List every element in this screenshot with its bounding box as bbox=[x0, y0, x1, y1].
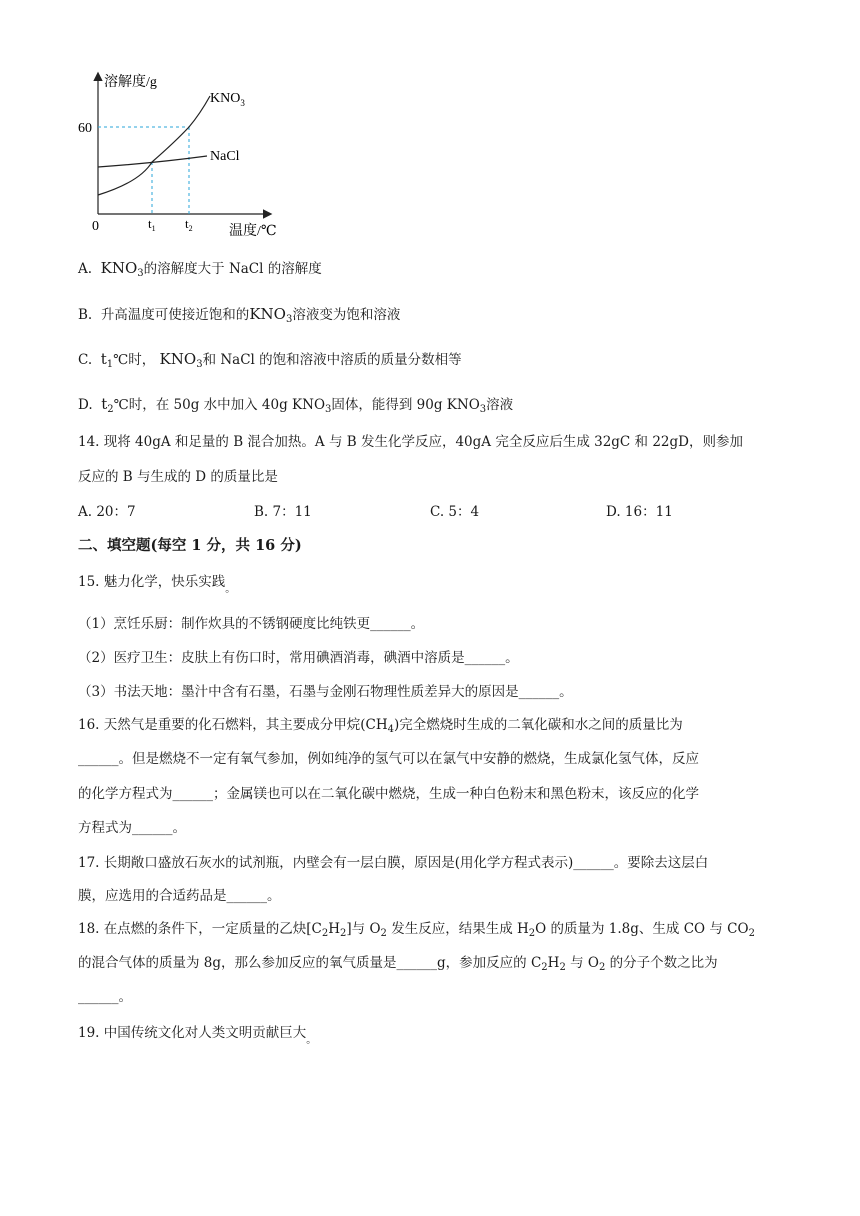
q13-option-a: A. $KNO_3$的溶解度大于 NaCl 的溶解度 bbox=[78, 259, 322, 279]
q18-line-2: 的混合气体的质量为 8g，那么参加反应的氧气质量是______g，参加反应的 $C_2H_2$ 与 $O_2$ 的分子个数之比为 bbox=[78, 955, 718, 973]
q15-item-2: （2）医疗卫生：皮肤上有伤口时，常用碘酒消毒，碘酒中溶质是______。 bbox=[78, 650, 519, 666]
q13-option-b: B. 升高温度可使接近饱和的$KNO_3$溶液变为饱和溶液 bbox=[78, 305, 401, 325]
q13-option-c: C. $t_1℃$时， $KNO_3$和 NaCl 的饱和溶液中溶质的质量分数相等 bbox=[78, 350, 462, 370]
y-tick-60: 60 bbox=[78, 121, 92, 136]
q16-line-2: ______。但是燃烧不一定有氧气参加，例如纯净的氢气可以在氯气中安静的燃烧，生成氯化氢气体，反应 bbox=[78, 751, 699, 767]
solubility-graph bbox=[78, 70, 315, 245]
q17-line-1: 17. 长期敞口盛放石灰水的试剂瓶，内壁会有一层白膜，原因是(用化学方程式表示)______。要除去这层白 bbox=[78, 855, 709, 871]
nacl-label: NaCl bbox=[210, 149, 240, 164]
y-axis-label: 溶解度/g bbox=[104, 75, 157, 90]
origin-label: 0 bbox=[92, 219, 99, 234]
t1-label: $t_1$ bbox=[148, 216, 156, 233]
kno3-label: $KNO_3$ bbox=[210, 91, 245, 108]
q14-line-2: 反应的 B 与生成的 D 的质量比是 bbox=[78, 469, 278, 485]
q14-line-1: 14. 现将 40gA 和足量的 B 混合加热。A 与 B 发生化学反应，40gA 完全反应后生成 32gC 和 22gD，则参加 bbox=[78, 434, 743, 450]
q18-line-3: ______。 bbox=[78, 989, 132, 1005]
section-heading: 二、填空题(每空 1 分，共 16 分) bbox=[78, 537, 302, 554]
q17-line-2: 膜，应选用的合适药品是______。 bbox=[78, 888, 281, 904]
q19-stem: 19. 中国传统文化对人类文明贡献巨大$_。$ bbox=[78, 1025, 317, 1046]
t2-label: $t_2$ bbox=[185, 216, 193, 233]
x-axis-label: 温度/℃ bbox=[229, 224, 277, 239]
q14-option-a: A. 20：7 bbox=[78, 504, 136, 520]
q14-option-b: B. 7：11 bbox=[254, 504, 312, 520]
q18-line-1: 18. 在点燃的条件下，一定质量的乙炔$[C_2H_2]$与 $O_2$ 发生反应，结果生成 $H_2O$ 的质量为 1.8g、生成 CO 与 $CO_2$ bbox=[78, 921, 755, 939]
q13-option-d: D. $t_2℃$时，在 50g 水中加入 40g $KNO_3$固体，能得到 90g $KNO_3$溶液 bbox=[78, 395, 514, 415]
q15-item-3: （3）书法天地：墨汁中含有石墨，石墨与金刚石物理性质差异大的原因是______。 bbox=[78, 684, 573, 700]
q14-options bbox=[78, 502, 778, 522]
q15-item-1: （1）烹饪乐厨：制作炊具的不锈钢硬度比纯铁更______。 bbox=[78, 616, 425, 632]
q14-option-c: C. 5：4 bbox=[430, 504, 480, 520]
kno3-curve bbox=[98, 96, 210, 195]
q15-stem: 15. 魅力化学，快乐实践$_。$ bbox=[78, 574, 236, 595]
q16-line-3: 的化学方程式为______；金属镁也可以在二氧化碳中燃烧，生成一种白色粉末和黑色粉末，该反应的化学 bbox=[78, 786, 699, 802]
q16-line-4: 方程式为______。 bbox=[78, 820, 186, 836]
q16-line-1: 16. 天然气是重要的化石燃料，其主要成分甲烷$(CH_4)$完全燃烧时生成的二氧化碳和水之间的质量比为 bbox=[78, 717, 683, 735]
q14-option-d: D. 16：11 bbox=[606, 504, 673, 520]
